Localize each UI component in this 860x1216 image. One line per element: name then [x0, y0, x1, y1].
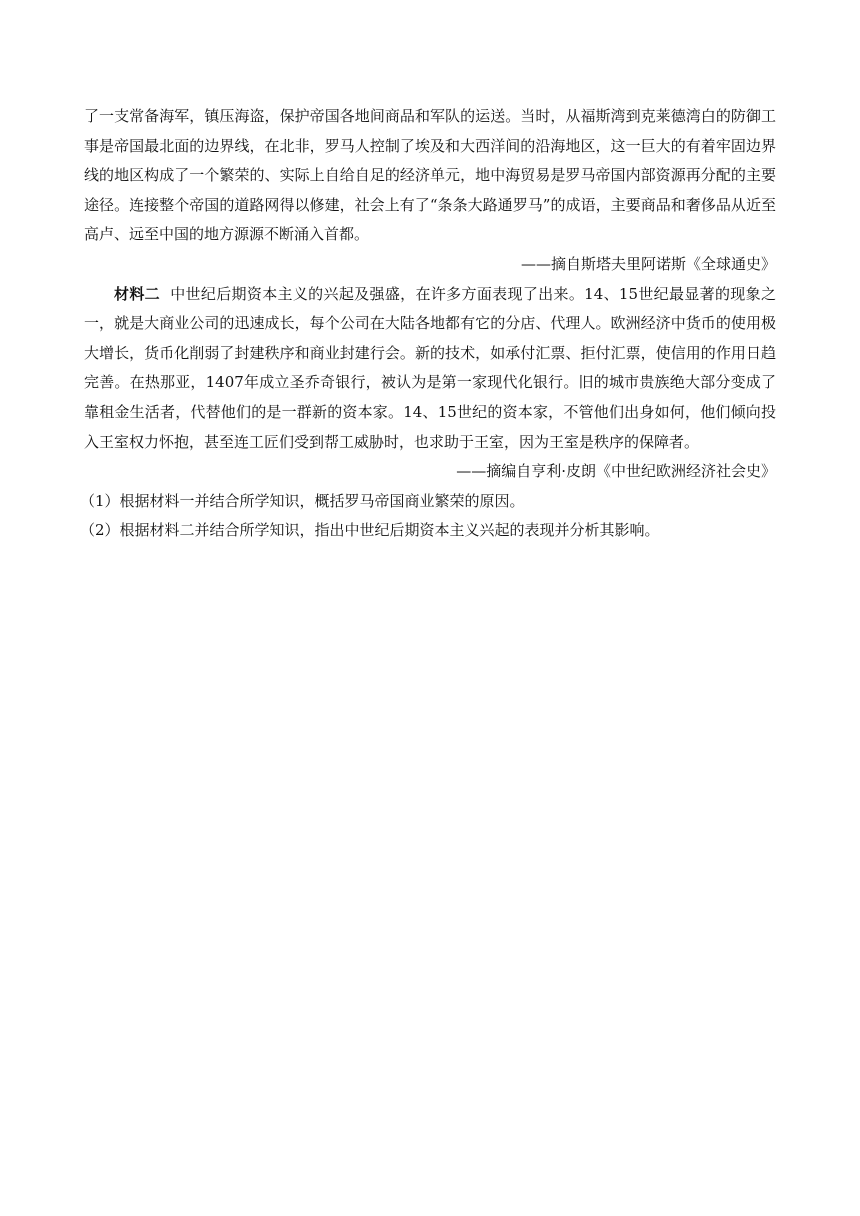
- material-two-paragraph: [84, 280, 776, 458]
- material-two-source: ——摘编自亨利·皮朗《中世纪欧洲经济社会史》: [456, 462, 776, 481]
- question-1: （1）根据材料一并结合所学知识，概括罗马帝国商业繁荣的原因。: [80, 491, 525, 510]
- material-one-text: 了一支常备海军，镇压海盗，保护帝国各地间商品和军队的运送。当时，从福斯湾到克莱德湾白的防御工事是帝国最北面的边界线，在北非，罗马人控制了埃及和大西洋间的沿海地区，这一巨大的有着牢固边界线的地区构成了一个繁荣的、实际上自给自足的经济单元，地中海贸易是罗马帝国内部资源再分配的主要途径。连接整个帝国的道路网得以修建，社会上有了“条条大路通罗马”的成语，主要商品和奢侈品从近至高卢、远至中国的地方源源不断涌入首都。: [84, 107, 776, 244]
- material-two-text: 中世纪后期资本主义的兴起及强盛，在许多方面表现了出来。14、15世纪最显著的现象之一，就是大商业公司的迅速成长，每个公司在大陆各地都有它的分店、代理人。欧洲经济中货币的使用极大增长，货币化削弱了封建秩序和商业封建行会。新的技术，如承付汇票、拒付汇票，使信用的作用日趋完善。在热那亚，1407年成立圣乔奇银行，被认为是第一家现代化银行。旧的城市贵族绝大部分变成了靠租金生活者，代替他们的是一群新的资本家。14、15世纪的资本家，不管他们出身如何，他们倾向投入王室权力怀抱，甚至连工匠们受到帮工威胁时，也求助于王室，因为王室是秩序的保障者。: [84, 284, 776, 451]
- question-2: （2）根据材料二并结合所学知识，指出中世纪后期资本主义兴起的表现并分析其影响。: [80, 521, 660, 540]
- material-two-label: 材料二: [114, 284, 160, 303]
- material-one-source: ——摘自斯塔夫里阿诺斯《全球通史》: [520, 254, 776, 273]
- document-page: [80, 102, 776, 546]
